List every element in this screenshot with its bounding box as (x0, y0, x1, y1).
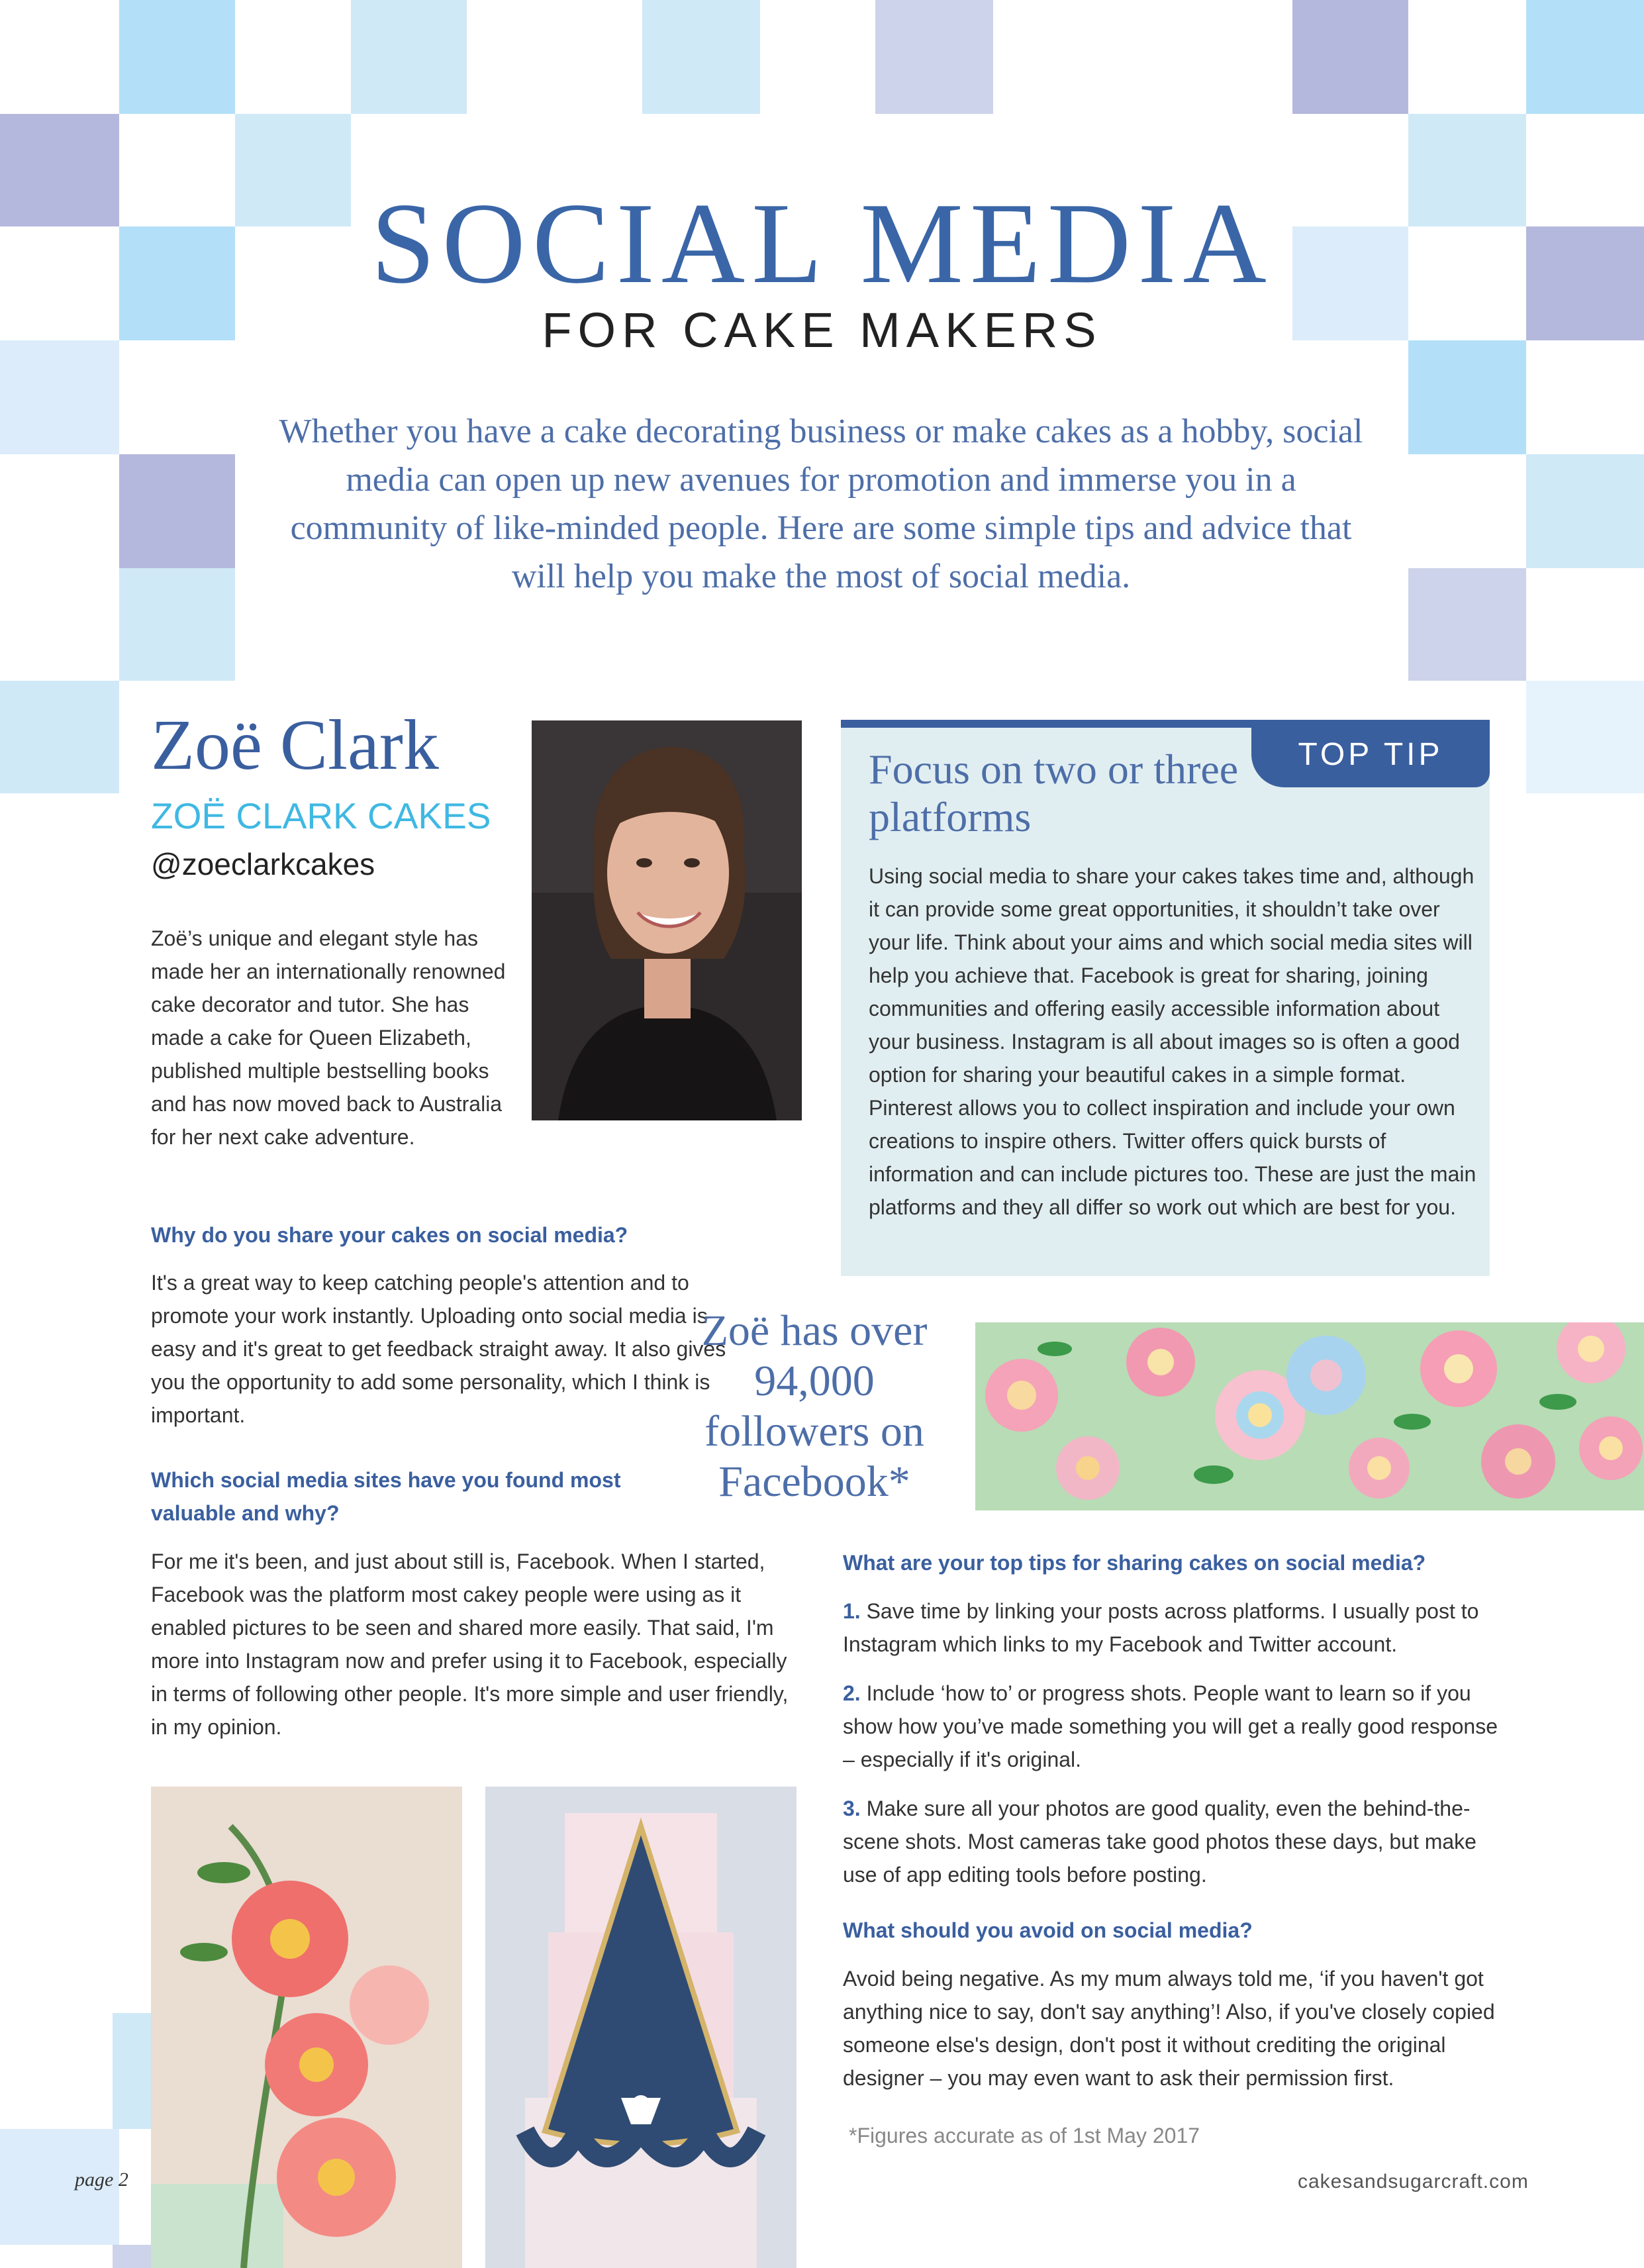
intro-paragraph: Whether you have a cake decorating business or make cakes as a hobby, social media can open up new avenues for promotion and immerse you in a community of like-minded people. Here are some simple tips and advice that will help you make the most of social media. (279, 413, 1363, 595)
website-url: cakesandsugarcraft.com (1298, 2171, 1529, 2193)
answer-2: For me it's been, and just about still is, Facebook. When I started, Facebook was the platform most cakey people were using as it enabled pictures to be seen and shared more easily. That said, I'm more into Instagram now and prefer using it to Facebook, especially in terms of following other people. It's more simple and user friendly, in my opinion. (151, 1550, 789, 1739)
tip-2-number: 2. (843, 1681, 861, 1705)
profile-bio: Zoë’s unique and elegant style has made her an internationally renowned cake decorator and tutor. She has made a cake for Queen Elizabeth, published multiple bestselling books and has now moved back to Australia for her next cake adventure. (151, 926, 506, 1149)
page-title: SOCIAL MEDIA (371, 179, 1273, 307)
page-subtitle: FOR CAKE MAKERS (542, 303, 1102, 358)
pull-quote: Zoë has over 94,000 followers on Facebook* (701, 1307, 928, 1506)
portrait-photo (532, 720, 802, 1120)
tip-3-number: 3. (843, 1797, 861, 1820)
top-tip-badge: TOP TIP (1251, 720, 1490, 787)
page-number: page 2 (75, 2169, 128, 2191)
floral-cake-image (975, 1322, 1644, 1510)
profile-handle: @zoeclarkcakes (151, 847, 375, 881)
peony-cake-image (151, 1787, 462, 2268)
answer-4: Avoid being negative. As my mum always told me, ‘if you haven't got anything nice to say, don't say anything’! Also, if you've closely copied someone else's design, don't post it without crediting the original designer – you may even want to ask their permission first. (843, 1967, 1495, 2090)
answer-1: It's a great way to keep catching people's attention and to promote your work instantly. Uploading onto social media is easy and it's great to get feedback straight away. It also gives you the opportunity to add some personality, which I think is important. (151, 1271, 726, 1427)
blue-tiered-cake-image (485, 1787, 797, 2268)
footnote: *Figures accurate as of 1st May 2017 (849, 2124, 1200, 2147)
tip-1 (843, 1595, 1505, 1661)
tip-1-text: Save time by linking your posts across platforms. I usually post to Instagram which links to my Facebook and Twitter account. (843, 1599, 1479, 1656)
question-1: Why do you share your cakes on social media? (151, 1223, 628, 1247)
tip-3 (843, 1792, 1505, 1891)
top-tip-title: Focus on two or three platforms (869, 746, 1239, 840)
profile-name: Zoë Clark (151, 706, 439, 785)
question-2-line-1: Which social media sites have you found most (151, 1468, 621, 1492)
question-4: What should you avoid on social media? (843, 1918, 1253, 1942)
profile-brand: ZOË CLARK CAKES (151, 795, 491, 836)
tip-3-text: Make sure all your photos are good quality, even the behind-the-scene shots. Most cameras take good photos these days, but make use of app editing tools before posting. (843, 1797, 1476, 1887)
question-2-line-2: valuable and why? (151, 1501, 340, 1525)
top-tip-text: Using social media to share your cakes takes time and, although it can provide some great opportunities, it shouldn’t take over your life. Think about your aims and which social media sites will help you achieve that. Facebook is great for sharing, joining communities and offering easily accessible information about your business. Instagram is all about images so is often a good option for sharing your beautiful cakes in a simple format. Pinterest allows you to collect inspiration and include your own creations to inspire others. Twitter offers quick bursts of information and can include pictures too. These are just the main platforms and they all differ so work out which are best for you. (869, 864, 1476, 1219)
tip-2-text: Include ‘how to’ or progress shots. People want to learn so if you show how you’ve made something you will get a really good response – especially if it's original. (843, 1681, 1498, 1771)
tip-1-number: 1. (843, 1599, 861, 1623)
question-3: What are your top tips for sharing cakes on social media? (843, 1551, 1426, 1575)
tip-2 (843, 1677, 1505, 1776)
